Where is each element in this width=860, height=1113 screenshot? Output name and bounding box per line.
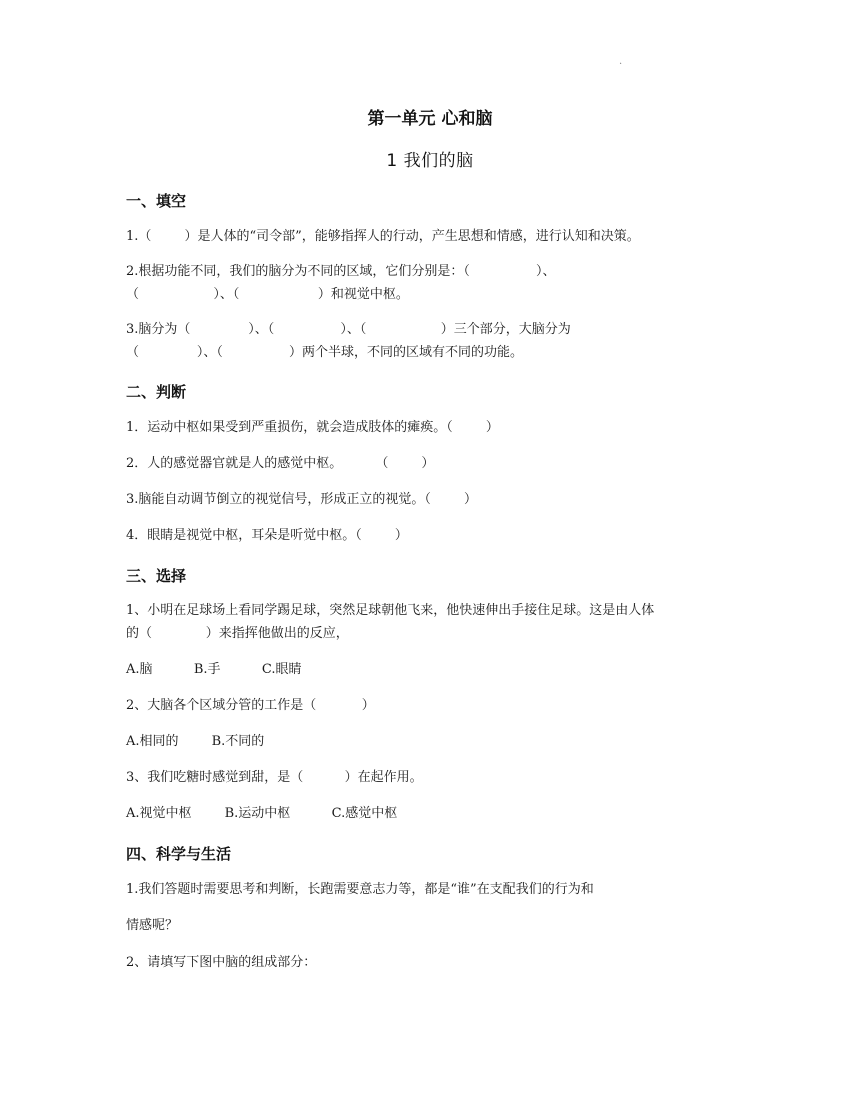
fill-question-2-line-2: （ ）、（ ）和视觉中枢。 xyxy=(126,287,409,302)
life-question-2: 2、请填写下图中脑的组成部分： xyxy=(126,955,317,970)
choice-question-1-line-1: 1、小明在足球场上看同学踢足球，突然足球朝他飞来，他快速伸出手接住足球。这是由人体 xyxy=(126,603,655,618)
choice-question-2: 2、大脑各个区域分管的工作是（ ） xyxy=(126,698,375,713)
judge-question-3: 3.脑能自动调节倒立的视觉信号，形成正立的视觉。（ ） xyxy=(126,492,477,507)
section-heading-choice: 三、选择 xyxy=(126,567,187,585)
judge-question-2: 2．人的感觉器官就是人的感觉中枢。 （ ） xyxy=(126,456,435,471)
life-question-1-line-2: 情感呢？ xyxy=(126,918,179,933)
choice-question-3: 3、我们吃糖时感觉到甜，是（ ）在起作用。 xyxy=(126,770,423,785)
lesson-title: 1 我们的脑 xyxy=(386,151,474,171)
judge-question-4: 4．眼睛是视觉中枢，耳朵是听觉中枢。（ ） xyxy=(126,528,408,543)
section-heading-fill: 一、填空 xyxy=(126,192,187,210)
fill-question-3-line-2: （ ）、（ ）两个半球，不同的区域有不同的功能。 xyxy=(126,345,523,360)
judge-question-1: 1．运动中枢如果受到严重损伤，就会造成肢体的瘫痪。（ ） xyxy=(126,420,499,435)
choice-question-1-line-2: 的（ ）来指挥他做出的反应， xyxy=(126,626,349,641)
choice-question-2-options: A.相同的 B.不同的 xyxy=(126,734,265,749)
choice-question-1-options: A.脑 B.手 C.眼睛 xyxy=(126,662,302,677)
fill-question-1: 1.（ ）是人体的“司令部”，能够指挥人的行动，产生思想和情感，进行认知和决策。 xyxy=(126,229,640,244)
life-question-1-line-1: 1.我们答题时需要思考和判断，长跑需要意志力等，都是“谁”在支配我们的行为和 xyxy=(126,882,594,897)
choice-question-3-options: A.视觉中枢 B.运动中枢 C.感觉中枢 xyxy=(126,806,398,821)
header-mark: . xyxy=(619,56,623,67)
section-heading-judge: 二、判断 xyxy=(126,383,187,401)
section-heading-life: 四、科学与生活 xyxy=(126,845,232,863)
unit-title: 第一单元 心和脑 xyxy=(367,109,493,129)
fill-question-2-line-1: 2.根据功能不同，我们的脑分为不同的区域，它们分别是：（ ）、 xyxy=(126,264,556,279)
fill-question-3-line-1: 3.脑分为（ ）、（ ）、（ ）三个部分，大脑分为 xyxy=(126,322,571,337)
